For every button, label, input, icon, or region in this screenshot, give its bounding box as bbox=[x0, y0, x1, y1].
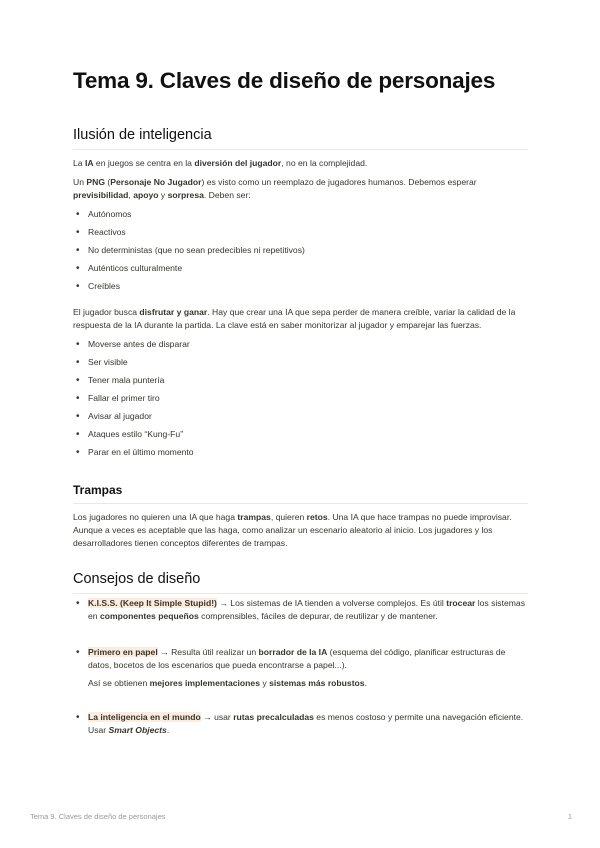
list-item: • Moverse antes de disparar bbox=[73, 338, 528, 351]
bullet-list bbox=[73, 338, 528, 459]
section-heading: Trampas bbox=[73, 483, 123, 497]
list-item: • Avisar al jugador bbox=[73, 410, 528, 423]
bullet-list bbox=[73, 208, 528, 293]
paragraph: Un PNG (Personaje No Jugador) es visto como un reemplazo de jugadores humanos. Debemos esperar previsibilidad, apoyo y sorpresa. Deben ser: bbox=[73, 177, 477, 200]
paragraph: El jugador busca disfrutar y ganar. Hay que crear una IA que sepa perder de manera creíble, variar la calidad de la respuesta de la IA durante la partida. La clave está en saber monitorizar al jugador y emparejar las fuerzas. bbox=[73, 307, 516, 330]
section-heading-rule bbox=[73, 127, 528, 150]
list-item: • Autónomos bbox=[73, 208, 528, 221]
advice-list bbox=[73, 646, 528, 672]
paragraph: Los jugadores no quieren una IA que haga trampas, quieren retos. Una IA que hace trampas no puede improvisar. Aunque a veces es aceptable que las haga, como analizar un escenario aleatorio al inicio. Los jugadores y los desarrolladores tienen conceptos diferentes de trampas. bbox=[73, 512, 512, 548]
list-item: • Tener mala puntería bbox=[73, 374, 528, 387]
list-item: • No deterministas (que no sean predecibles ni repetitivos) bbox=[73, 244, 528, 257]
page-number: 1 bbox=[567, 812, 572, 821]
section-ilusion-cont bbox=[73, 306, 528, 464]
list-item: • Parar en el último momento bbox=[73, 446, 528, 459]
section-trampas bbox=[73, 483, 528, 556]
list-item-kiss: • K.I.S.S. (Keep It Simple Stupid!) → Los sistemas de IA tienden a volverse complejos. Es útil trocear los sistemas en componentes pequeños comprensibles, fáciles de depurar, de reutilizar y de mantener. bbox=[73, 597, 528, 623]
paragraph: La IA en juegos se centra en la diversión del jugador, no en la complejidad. bbox=[73, 158, 368, 168]
advice-list bbox=[73, 597, 528, 623]
list-item-mundo: • La inteligencia en el mundo → usar rutas precalculadas es menos costoso y permite una navegación eficiente. Usar Smart Objects. bbox=[73, 711, 528, 737]
section-heading-rule bbox=[73, 483, 528, 504]
section-ilusion bbox=[73, 127, 528, 298]
list-item: • Ataques estilo “Kung-Fu” bbox=[73, 428, 528, 441]
footer-title: Tema 9. Claves de diseño de personajes bbox=[30, 812, 166, 821]
page-title: Tema 9. Claves de diseño de personajes bbox=[73, 68, 496, 93]
list-item-papel: • Primero en papel → Resulta útil realizar un borrador de la IA (esquema del código, planificar estructuras de datos, bocetos de los escenarios que pueda encontrarse a papel...). bbox=[73, 646, 528, 672]
section-heading: Consejos de diseño bbox=[73, 571, 201, 587]
paragraph: Así se obtienen mejores implementaciones y sistemas más robustos. bbox=[88, 678, 367, 688]
list-item: • Reactivos bbox=[73, 226, 528, 239]
advice-list bbox=[73, 711, 528, 737]
list-item: • Ser visible bbox=[73, 356, 528, 369]
section-heading-rule bbox=[73, 571, 528, 594]
list-item: • Auténticos culturalmente bbox=[73, 262, 528, 275]
section-heading: Ilusión de inteligencia bbox=[73, 127, 212, 143]
list-item: • Creíbles bbox=[73, 280, 528, 293]
list-item: • Fallar el primer tiro bbox=[73, 392, 528, 405]
